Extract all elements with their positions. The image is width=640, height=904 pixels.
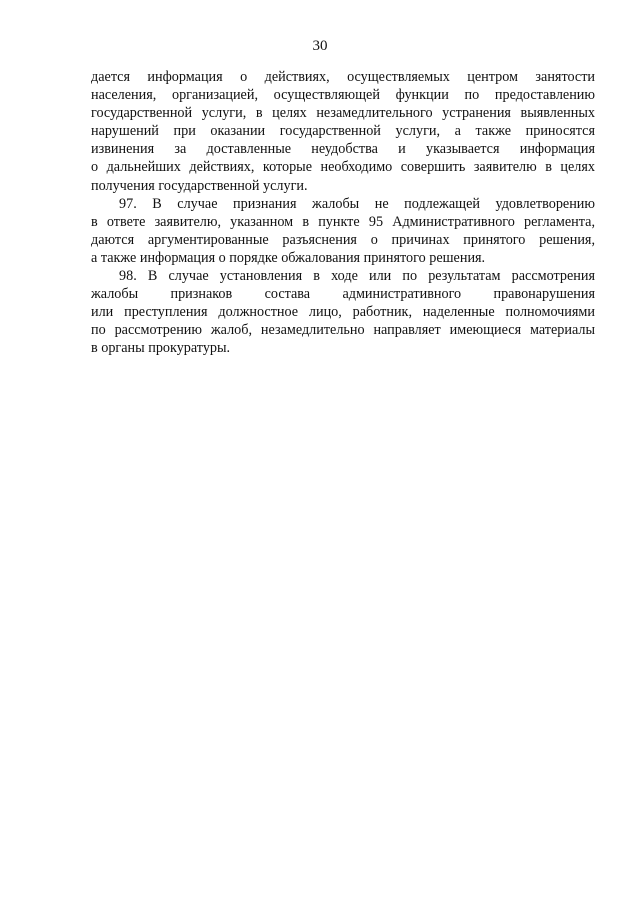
page-number: 30	[312, 38, 328, 54]
paragraph-97	[91, 195, 595, 267]
text-line: о дальнейших действиях, которые необходимо совершить заявителю в целях	[91, 159, 595, 176]
text-line: государственной услуги, в целях незамедлительного устранения выявленных	[91, 105, 595, 122]
text-line: а также информация о порядке обжалования принятого решения.	[91, 249, 486, 266]
text-line: дается информация о действиях, осуществляемых центром занятости	[91, 69, 595, 85]
text-line: 97. В случае признания жалобы не подлежащей удовлетворению	[119, 195, 595, 212]
text-line: даются аргументированные разъяснения о причинах принятого решения,	[91, 231, 595, 248]
text-line: извинения за доставленные неудобства и указывается информация	[91, 141, 595, 158]
paragraph-continuation	[91, 68, 595, 195]
text-line: нарушений при оказании государственной услуги, а также приносятся	[91, 123, 595, 140]
text-line: в ответе заявителю, указанном в пункте 95 Административного регламента,	[91, 213, 595, 230]
text-line: жалобы признаков состава административного правонарушения	[91, 286, 595, 303]
paragraph-98	[91, 267, 595, 357]
text-line: 98. В случае установления в ходе или по результатам рассмотрения	[119, 268, 595, 285]
text-line: в органы прокуратуры.	[91, 340, 231, 357]
document-body	[91, 68, 595, 358]
text-line: получения государственной услуги.	[91, 177, 308, 194]
text-line: по рассмотрению жалоб, незамедлительно направляет имеющиеся материалы	[91, 322, 595, 339]
text-line: населения, организацией, осуществляющей функции по предоставлению	[91, 87, 595, 104]
text-line: или преступления должностное лицо, работник, наделенные полномочиями	[91, 304, 595, 321]
